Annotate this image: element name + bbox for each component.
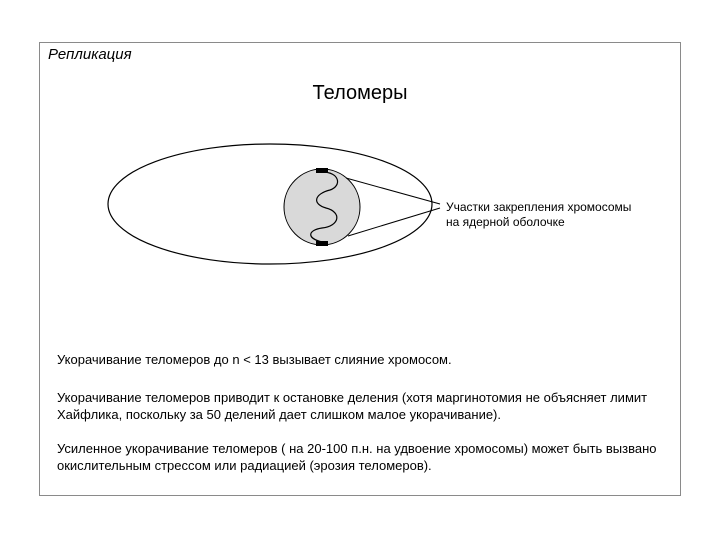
callout-label-line2: на ядерной оболочке: [446, 215, 565, 229]
telomere-bottom-mark: [316, 241, 328, 246]
telomere-top-mark: [316, 168, 328, 173]
paragraph-division-arrest: Укорачивание теломеров приводит к остановке деления (хотя маргинотомия не объясняет лимит Хайфлика, поскольку за 50 делений дает слишком малое укорачивание).: [57, 390, 648, 422]
section-label: Репликация: [48, 46, 132, 63]
callout-label-line1: Участки закрепления хромосомы: [446, 200, 632, 214]
paragraph-oxidative-stress: Усиленное укорачивание теломеров ( на 20-100 п.н. на удвоение хромосомы) может быть вызвано окислительным стрессом или радиацией (эрозия теломеров).: [57, 441, 657, 473]
slide-title: Теломеры: [312, 82, 408, 104]
cell-ellipse: [108, 144, 432, 264]
paragraph-telomere-fusion: Укорачивание теломеров до n < 13 вызывает слияние хромосом.: [57, 352, 452, 367]
